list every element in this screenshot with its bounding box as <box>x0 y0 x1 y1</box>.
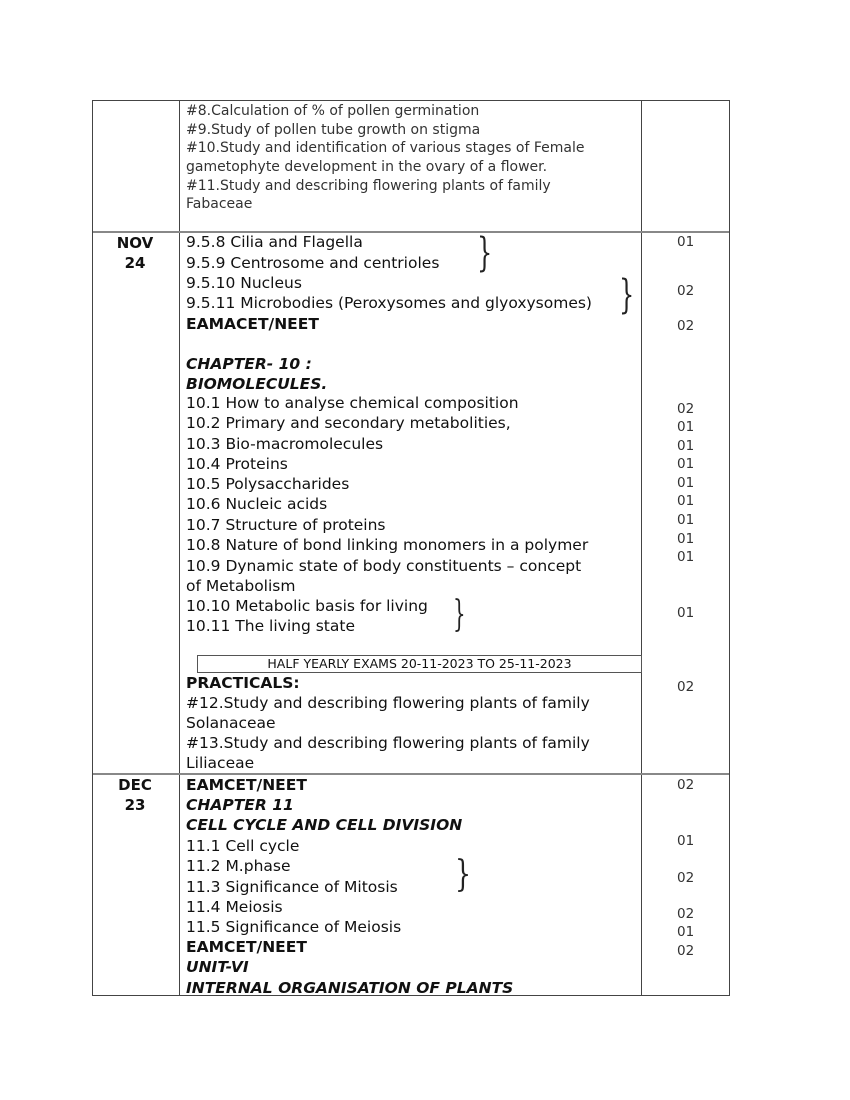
topic-item: 10.1 How to analyse chemical composition <box>186 394 519 412</box>
topic-item: 10.2 Primary and secondary metabolities, <box>186 414 511 432</box>
practical-item: #9.Study of pollen tube growth on stigma <box>186 122 481 138</box>
topic-item: 10.3 Bio-macromolecules <box>186 435 384 453</box>
period-count: 02 <box>677 401 695 417</box>
column-divider-month <box>179 101 180 995</box>
period-count: 01 <box>677 531 695 547</box>
curly-brace-icon: } <box>477 230 493 276</box>
period-count: 02 <box>677 283 695 299</box>
topic-item: 11.5 Significance of Meiosis <box>186 918 402 936</box>
practical-item: #12.Study and describing flowering plants of family <box>186 694 590 712</box>
chapter-title: CELL CYCLE AND CELL DIVISION <box>186 816 463 834</box>
topic-item: 9.5.9 Centrosome and centrioles <box>186 254 440 272</box>
topic-item: of Metabolism <box>186 577 296 595</box>
period-count: 02 <box>677 943 695 959</box>
topic-item: 9.5.11 Microbodies (Peroxysomes and glyoxysomes) <box>186 294 592 312</box>
month-label: DEC <box>118 776 152 794</box>
topic-item: 9.5.10 Nucleus <box>186 274 302 292</box>
topic-item: 9.5.8 Cilia and Flagella <box>186 233 363 251</box>
practical-item: Solanaceae <box>186 714 276 732</box>
practical-item: #13.Study and describing flowering plants of family <box>186 734 590 752</box>
period-count: 02 <box>677 906 695 922</box>
topic-item: 11.3 Significance of Mitosis <box>186 878 398 896</box>
unit-heading: UNIT-VI <box>186 958 249 976</box>
period-count: 01 <box>677 924 695 940</box>
practical-item: Liliaceae <box>186 754 255 772</box>
topic-item: 10.9 Dynamic state of body constituents – concept <box>186 557 582 575</box>
month-periods-total: 23 <box>124 796 146 814</box>
exam-prep-heading: EAMCET/NEET <box>186 938 307 956</box>
topic-item: 10.10 Metabolic basis for living <box>186 597 428 615</box>
period-count: 02 <box>677 777 695 793</box>
topic-item: 10.11 The living state <box>186 617 356 635</box>
exam-prep-heading: EAMCET/NEET <box>186 776 307 794</box>
month-periods-total: 24 <box>124 254 146 272</box>
topic-item: 10.4 Proteins <box>186 455 288 473</box>
curly-brace-icon: } <box>619 272 635 318</box>
practical-item: #11.Study and describing flowering plants of family <box>186 178 551 194</box>
month-label: NOV <box>116 234 154 252</box>
period-count: 01 <box>677 512 695 528</box>
period-count: 02 <box>677 318 695 334</box>
curly-brace-icon: } <box>455 854 472 895</box>
period-count: 01 <box>677 419 695 435</box>
topic-item: 10.6 Nucleic acids <box>186 495 328 513</box>
syllabus-table <box>92 100 730 996</box>
period-count: 01 <box>677 456 695 472</box>
period-count: 01 <box>677 549 695 565</box>
practicals-heading: PRACTICALS: <box>186 674 300 692</box>
practical-item: gametophyte development in the ovary of a flower. <box>186 159 548 175</box>
topic-item: 11.2 M.phase <box>186 857 291 875</box>
period-count: 01 <box>677 438 695 454</box>
unit-title: INTERNAL ORGANISATION OF PLANTS <box>186 979 514 997</box>
practical-item: Fabaceae <box>186 196 253 212</box>
period-count: 01 <box>677 833 695 849</box>
period-count: 02 <box>677 679 695 695</box>
chapter-heading: CHAPTER- 10 : <box>186 355 312 373</box>
practical-item: #10.Study and identification of various stages of Female <box>186 140 585 156</box>
curly-brace-icon: } <box>453 594 466 635</box>
topic-item: 10.8 Nature of bond linking monomers in a polymer <box>186 536 589 554</box>
topic-item: 11.1 Cell cycle <box>186 837 300 855</box>
chapter-heading: CHAPTER 11 <box>186 796 294 814</box>
practical-item: #8.Calculation of % of pollen germination <box>186 103 480 119</box>
period-count: 02 <box>677 870 695 886</box>
chapter-title: BIOMOLECULES. <box>186 375 328 393</box>
topic-item: 10.5 Polysaccharides <box>186 475 350 493</box>
period-count: 01 <box>677 605 695 621</box>
period-count: 01 <box>677 475 695 491</box>
half-yearly-exam-notice: HALF YEARLY EXAMS 20-11-2023 TO 25-11-2023 <box>197 655 642 673</box>
column-divider-periods <box>641 101 642 995</box>
period-count: 01 <box>677 493 695 509</box>
topic-item: 10.7 Structure of proteins <box>186 516 386 534</box>
period-count: 01 <box>677 234 695 250</box>
topic-item: 11.4 Meiosis <box>186 898 283 916</box>
exam-prep-heading: EAMACET/NEET <box>186 315 319 333</box>
